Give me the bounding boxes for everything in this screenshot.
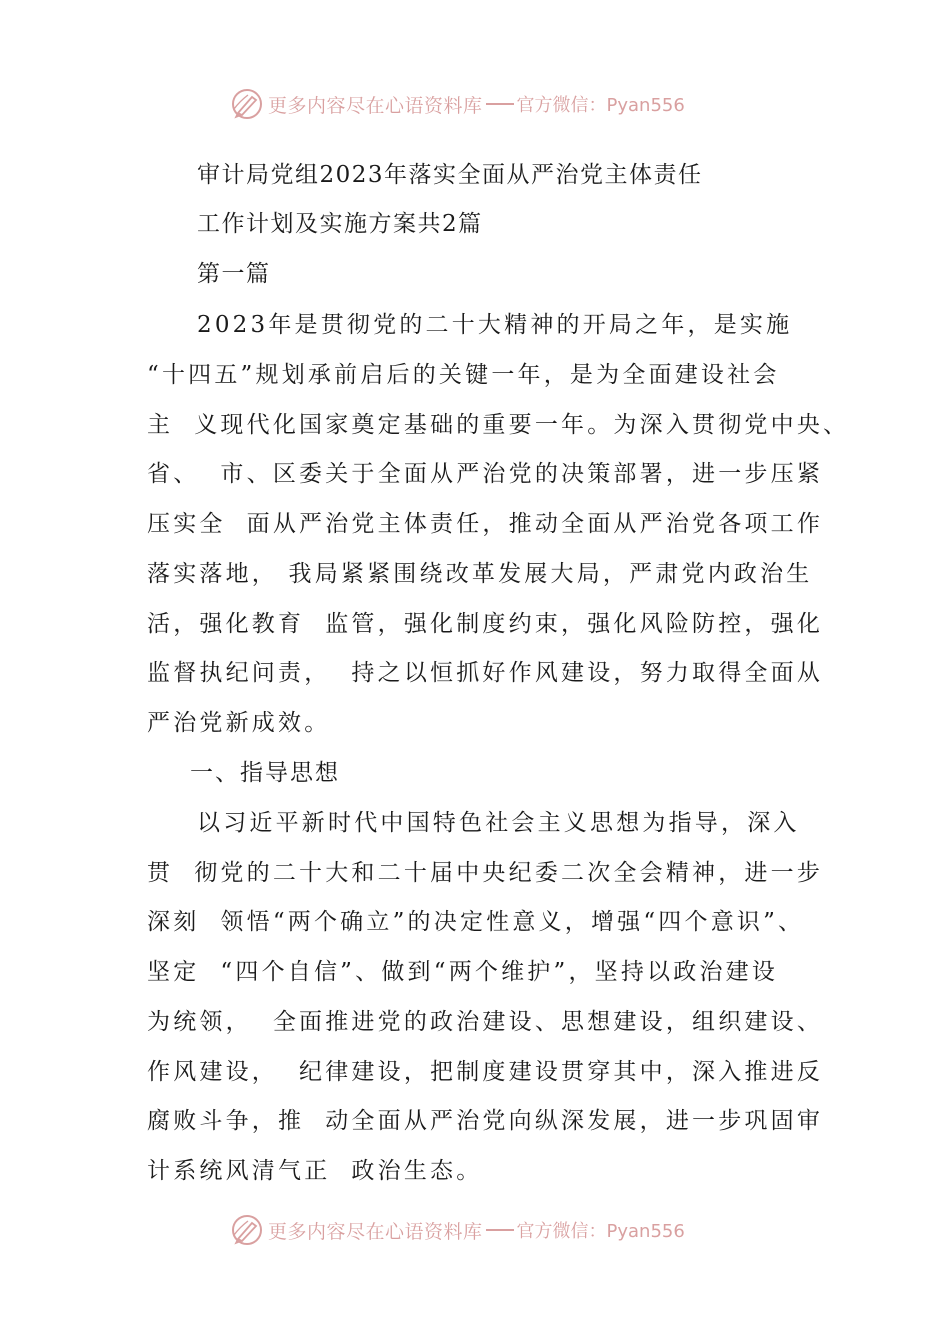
section-heading: 一、指导思想 xyxy=(190,760,340,786)
banner-dash xyxy=(486,103,514,105)
paragraph-line: 严治党新成效。 xyxy=(147,710,331,736)
paragraph-line: “十四五”规划承前启后的关键一年，是为全面建设社会 xyxy=(147,362,780,388)
document-title-line-2: 工作计划及实施方案共2篇 xyxy=(197,211,483,237)
pen-logo-icon xyxy=(230,1213,264,1247)
paragraph-line: 活，强化教育 监管，强化制度约束，强化风险防控，强化 xyxy=(147,611,824,637)
paragraph-line: 为统领， 全面推进党的政治建设、思想建设，组织建设、 xyxy=(147,1009,824,1035)
paragraph-line: 作风建设， 纪律建设，把制度建设贯穿其中，深入推进反 xyxy=(147,1059,824,1085)
banner-main-text: 更多内容尽在心语资料库 xyxy=(268,1220,483,1243)
paragraph-line: 监督执纪问责， 持之以恒抓好作风建设，努力取得全面从 xyxy=(147,660,824,686)
paragraph-line: 深刻 领悟“两个确立”的决定性意义，增强“四个意识”、 xyxy=(147,909,805,935)
banner-main-text: 更多内容尽在心语资料库 xyxy=(268,94,483,117)
paragraph-line: 贯 彻党的二十大和二十届中央纪委二次全会精神，进一步 xyxy=(147,860,824,886)
paragraph-line: 2023年是贯彻党的二十大精神的开局之年，是实施 xyxy=(197,312,793,338)
paragraph-line: 腐败斗争，推 动全面从严治党向纵深发展，进一步巩固审 xyxy=(147,1108,824,1134)
banner-wechat-text: 官方微信：Pyan556 xyxy=(516,95,685,116)
paragraph-line: 落实落地， 我局紧紧围绕改革发展大局，严肃党内政治生 xyxy=(147,561,813,587)
part-label: 第一篇 xyxy=(197,261,271,287)
paragraph-line: 坚定 “四个自信”、做到“两个维护”，坚持以政治建设 xyxy=(147,959,779,985)
paragraph-line: 主 义现代化国家奠定基础的重要一年。为深入贯彻党中央、 xyxy=(147,412,850,438)
banner-wechat-text: 官方微信：Pyan556 xyxy=(516,1221,685,1242)
paragraph-line: 以习近平新时代中国特色社会主义思想为指导，深入 xyxy=(197,810,800,836)
watermark-banner-top xyxy=(230,84,685,124)
pen-logo-icon xyxy=(230,87,264,121)
paragraph-line: 计系统风清气正 政治生态。 xyxy=(147,1158,483,1184)
banner-dash xyxy=(486,1229,514,1231)
watermark-banner-bottom xyxy=(230,1210,685,1250)
paragraph-line: 省、 市、区委关于全面从严治党的决策部署，进一步压紧 xyxy=(147,461,824,487)
document-title-line-1: 审计局党组2023年落实全面从严治党主体责任 xyxy=(197,162,703,188)
paragraph-line: 压实全 面从严治党主体责任，推动全面从严治党各项工作 xyxy=(147,511,824,537)
